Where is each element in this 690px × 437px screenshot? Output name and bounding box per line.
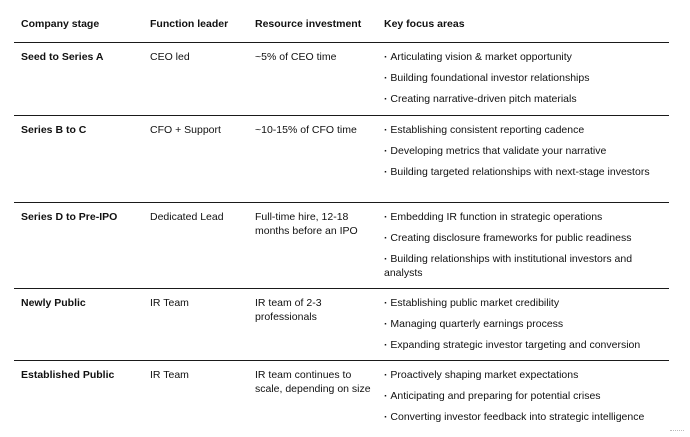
- focus-item: · Articulating vision & market opportunity: [384, 51, 669, 65]
- focus-item: · Anticipating and preparing for potential crises: [384, 390, 669, 404]
- stage-cell: Established Public: [21, 369, 115, 381]
- stage-cell: Series D to Pre-IPO: [21, 211, 118, 223]
- resource-cell: ~5% of CEO time: [255, 51, 337, 63]
- focus-item: · Building foundational investor relationships: [384, 72, 669, 86]
- focus-item: · Proactively shaping market expectations: [384, 369, 669, 383]
- focus-item: · Converting investor feedback into strategic intelligence: [384, 411, 669, 425]
- header-resource-investment: Resource investment: [255, 18, 362, 30]
- table-row: [14, 116, 669, 203]
- focus-item: · Expanding strategic investor targeting and conversion: [384, 339, 669, 353]
- focus-list: [384, 124, 669, 180]
- table-header-row: [14, 8, 669, 43]
- focus-cell: [384, 124, 669, 187]
- resource-cell: Full-time hire, 12-18 months before an IPO: [255, 211, 358, 237]
- table-row: [14, 43, 669, 116]
- focus-list: [384, 297, 669, 353]
- focus-list: [384, 51, 669, 107]
- focus-list: [384, 369, 669, 425]
- focus-item: · Building relationships with institutional investors and analysts: [384, 253, 669, 280]
- focus-cell: [384, 211, 669, 288]
- header-function-leader: Function leader: [150, 18, 229, 30]
- focus-list: [384, 211, 669, 280]
- focus-item: · Creating narrative-driven pitch materials: [384, 93, 669, 107]
- focus-item: · Building targeted relationships with next-stage investors: [384, 166, 669, 180]
- stage-cell: Series B to C: [21, 124, 87, 136]
- leader-cell: CFO + Support: [150, 124, 221, 136]
- focus-item: · Creating disclosure frameworks for public readiness: [384, 232, 669, 246]
- table-row: [14, 203, 669, 289]
- resource-cell: ~10-15% of CFO time: [255, 124, 357, 136]
- focus-item: · Establishing public market credibility: [384, 297, 669, 311]
- corner-mark: [670, 430, 684, 434]
- leader-cell: CEO led: [150, 51, 190, 63]
- leader-cell: IR Team: [150, 369, 189, 381]
- focus-cell: [384, 297, 669, 360]
- focus-item: · Developing metrics that validate your narrative: [384, 145, 669, 159]
- table-row: [14, 361, 669, 437]
- ir-stage-table: [14, 8, 669, 437]
- stage-cell: Newly Public: [21, 297, 86, 309]
- focus-cell: [384, 369, 669, 432]
- leader-cell: IR Team: [150, 297, 189, 309]
- header-key-focus-areas: Key focus areas: [384, 18, 465, 30]
- focus-item: · Embedding IR function in strategic operations: [384, 211, 669, 225]
- focus-item: · Establishing consistent reporting cadence: [384, 124, 669, 138]
- resource-cell: IR team continues to scale, depending on size: [255, 369, 371, 395]
- table-row: [14, 289, 669, 361]
- header-company-stage: Company stage: [21, 18, 100, 30]
- leader-cell: Dedicated Lead: [150, 211, 224, 223]
- focus-cell: [384, 51, 669, 114]
- resource-cell: IR team of 2-3 professionals: [255, 297, 322, 323]
- stage-cell: Seed to Series A: [21, 51, 104, 63]
- focus-item: · Managing quarterly earnings process: [384, 318, 669, 332]
